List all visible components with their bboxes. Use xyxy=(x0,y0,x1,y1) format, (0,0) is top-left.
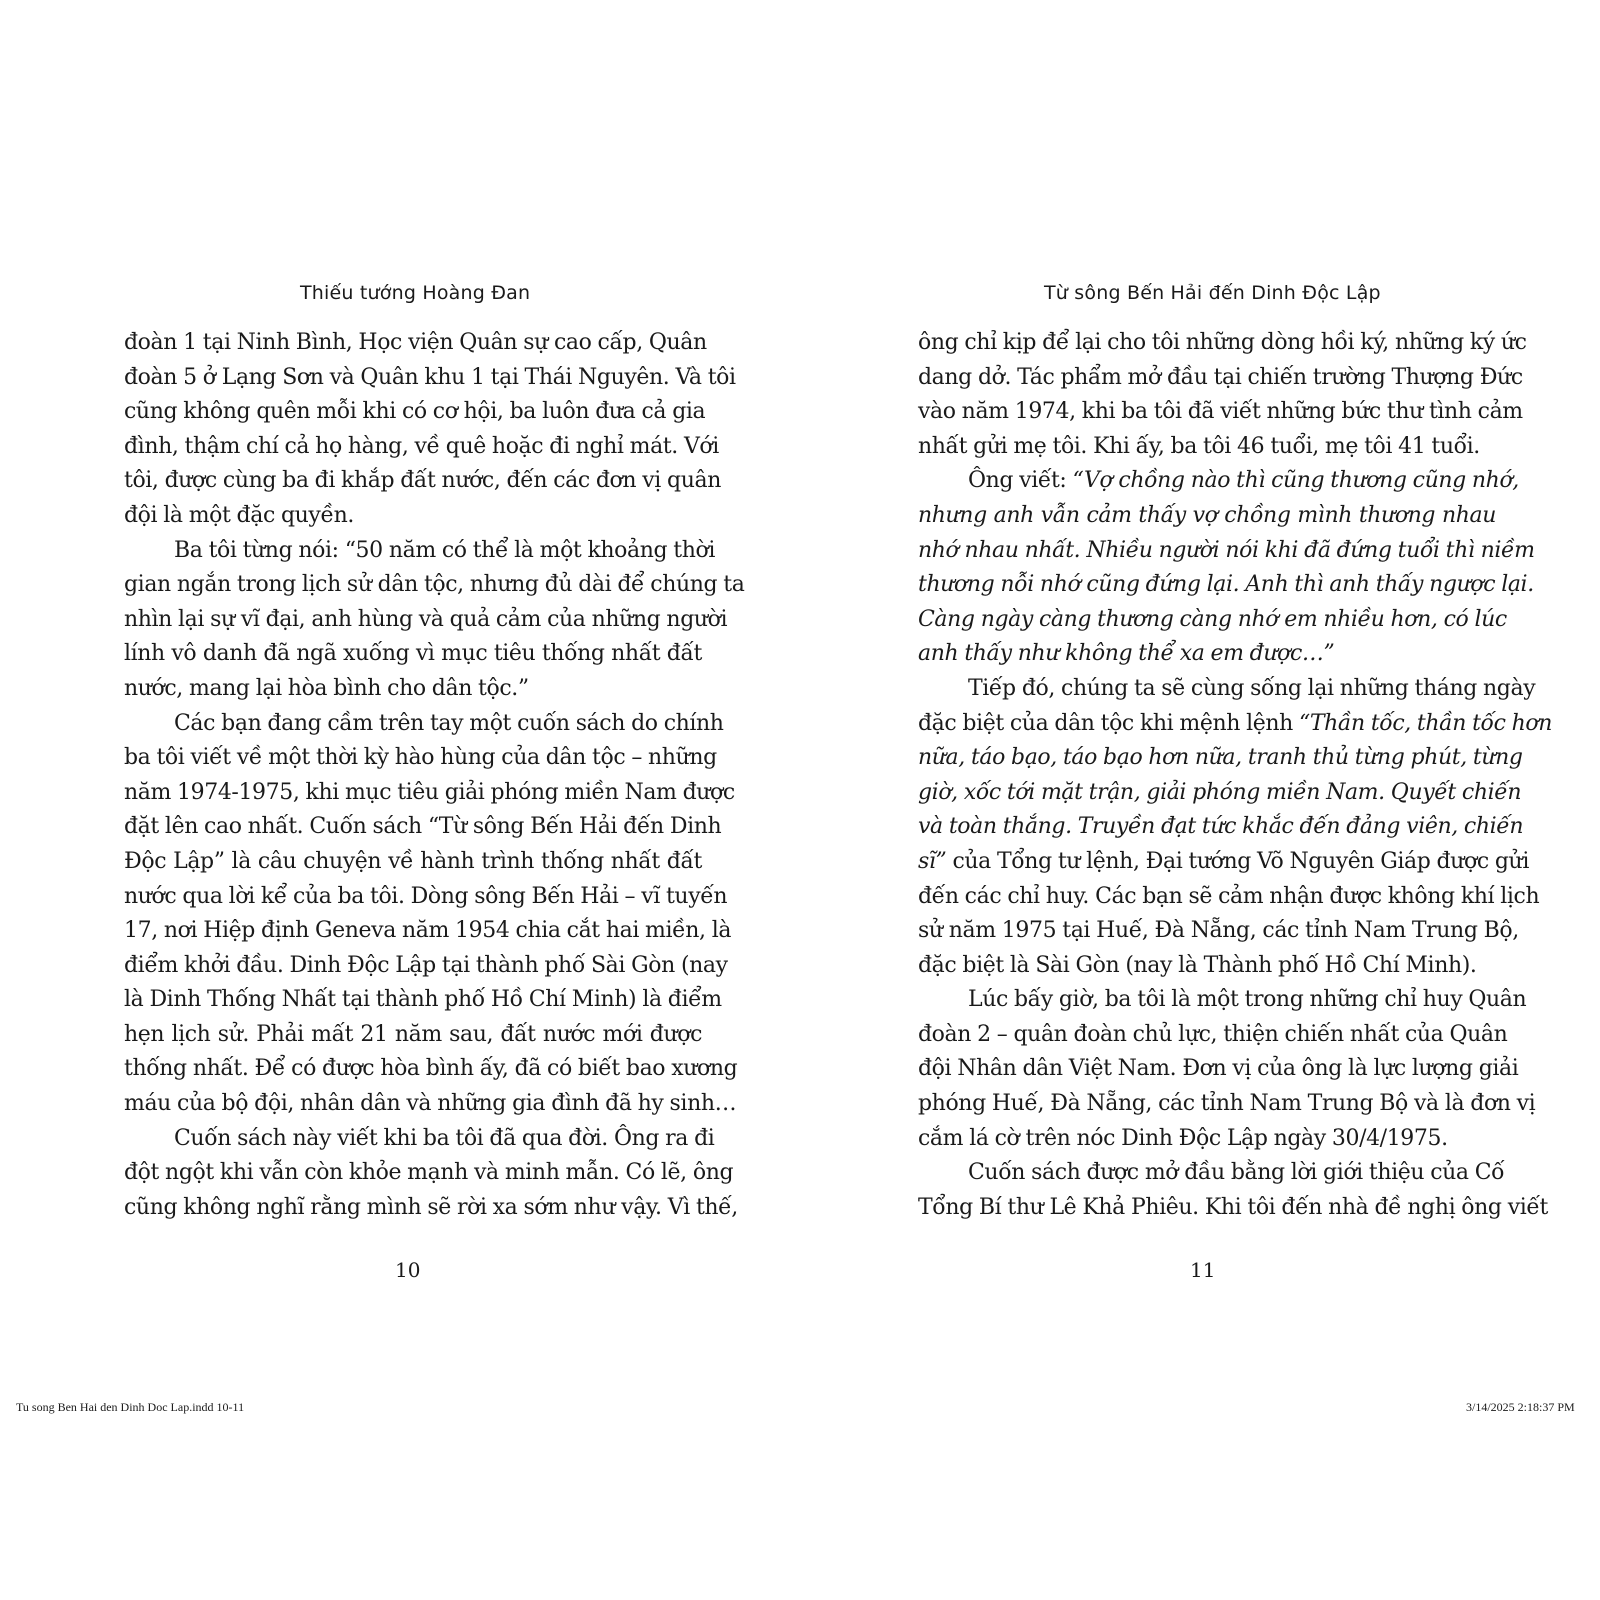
text-run: Cuốn sách này viết khi ba tôi đã qua đời. Ông ra đi xyxy=(174,1125,715,1151)
text-line xyxy=(918,776,1522,811)
text-run: đoàn 1 tại Ninh Bình, Học viện Quân sự cao cấp, Quân xyxy=(124,330,707,355)
text-run: tôi, được cùng ba đi khắp đất nước, đến các đơn vị quân xyxy=(124,468,721,494)
text-line xyxy=(918,914,1519,949)
text-run: nước, mang lại hòa bình cho dân tộc.” xyxy=(124,675,529,701)
text-line xyxy=(918,983,1527,1018)
text-run: Ba tôi từng nói: “50 năm có thể là một khoảng thời xyxy=(174,537,715,563)
text-run: đoàn 5 ở Lạng Sơn và Quân khu 1 tại Thái Nguyên. Và tôi xyxy=(124,364,736,390)
text-run: Tổng Bí thư Lê Khả Phiêu. Khi tôi đến nhà đề nghị ông viết xyxy=(918,1194,1548,1220)
text-line xyxy=(918,1156,1505,1191)
text-run: ông chỉ kịp để lại cho tôi những dòng hồi ký, những ký ức xyxy=(918,330,1527,355)
text-line xyxy=(918,672,1536,707)
text-run: lính vô danh đã ngã xuống vì mục tiêu thống nhất đất xyxy=(124,641,702,667)
text-run: cũng không quên mỗi khi có cơ hội, ba luôn đưa cả gia xyxy=(124,399,706,425)
italic-text: sĩ” xyxy=(918,848,947,874)
text-line xyxy=(918,637,1496,672)
text-run: của Tổng tư lệnh, Đại tướng Võ Nguyên Giáp được gửi xyxy=(946,848,1529,874)
text-run: nhìn lại sự vĩ đại, anh hùng và quả cảm của những người xyxy=(124,606,728,632)
text-line xyxy=(918,326,1527,361)
text-line xyxy=(124,1018,702,1053)
text-line xyxy=(918,603,1507,638)
text-line xyxy=(124,983,722,1018)
italic-text: nữa, táo bạo, táo bạo hơn nữa, tranh thủ từng phút, từng xyxy=(918,745,1523,771)
text-line xyxy=(124,1052,738,1087)
text-line xyxy=(124,949,728,984)
text-run: gian ngắn trong lịch sử dân tộc, nhưng đủ dài để chúng ta xyxy=(124,572,745,598)
text-line xyxy=(124,1087,737,1122)
text-line xyxy=(124,1122,715,1157)
text-line xyxy=(124,430,719,465)
text-run: đặc biệt của dân tộc khi mệnh lệnh xyxy=(918,710,1299,736)
text-line xyxy=(124,776,735,811)
italic-text: và toàn thắng. Truyền đạt tức khắc đến đảng viên, chiến xyxy=(918,814,1524,840)
italic-text: Càng ngày càng thương càng nhớ em nhiều hơn, có lúc xyxy=(918,606,1507,632)
text-line xyxy=(918,430,1496,465)
text-line xyxy=(918,1087,1536,1122)
text-line xyxy=(124,741,717,776)
text-line xyxy=(918,534,1535,569)
text-line xyxy=(124,464,721,499)
left-body-text xyxy=(124,326,745,1225)
text-run: nước qua lời kể của ba tôi. Dòng sông Bến Hải – vĩ tuyến xyxy=(124,883,728,909)
right-page-number: 11 xyxy=(1190,1258,1216,1282)
text-line xyxy=(918,880,1540,915)
italic-text: giờ, xốc tới mặt trận, giải phóng miền Nam. Quyết chiến xyxy=(918,779,1522,805)
slug-timestamp: 3/14/2025 2:18:37 PM xyxy=(1466,1400,1575,1414)
text-run: sử năm 1975 tại Huế, Đà Nẵng, các tỉnh Nam Trung Bộ, xyxy=(918,918,1519,944)
text-run: đột ngột khi vẫn còn khỏe mạnh và minh mẫn. Có lẽ, ông xyxy=(124,1160,734,1186)
text-run: 17, nơi Hiệp định Geneva năm 1954 chia cắt hai miền, là xyxy=(124,918,732,944)
text-run: phóng Huế, Đà Nẵng, các tỉnh Nam Trung Bộ và là đơn vị xyxy=(918,1091,1536,1117)
right-body-text xyxy=(918,326,1552,1225)
text-run: Ông viết: xyxy=(968,468,1073,494)
text-line xyxy=(918,395,1523,430)
text-line xyxy=(124,326,707,361)
text-run: là Dinh Thống Nhất tại thành phố Hồ Chí Minh) là điểm xyxy=(124,987,722,1013)
text-line xyxy=(918,361,1523,396)
text-line xyxy=(124,880,728,915)
text-run: nhất gửi mẹ tôi. Khi ấy, ba tôi 46 tuổi, mẹ tôi 41 tuổi. xyxy=(918,433,1480,459)
text-line xyxy=(124,603,728,638)
italic-text: nhưng anh vẫn cảm thấy vợ chồng mình thương nhau xyxy=(918,502,1496,528)
text-line xyxy=(918,707,1552,742)
slug-file-name: Tu song Ben Hai den Dinh Doc Lap.indd 10-11 xyxy=(16,1400,245,1414)
text-run: hẹn lịch sử. Phải mất 21 năm sau, đất nước mới được xyxy=(124,1021,702,1047)
text-run: đội Nhân dân Việt Nam. Đơn vị của ông là lực lượng giải xyxy=(918,1056,1519,1082)
text-run: cắm lá cờ trên nóc Dinh Độc Lập ngày 30/4/1975. xyxy=(918,1125,1448,1151)
text-run: Cuốn sách được mở đầu bằng lời giới thiệu của Cố xyxy=(968,1160,1505,1186)
text-line xyxy=(124,395,706,430)
text-run: Độc Lập” là câu chuyện về hành trình thống nhất đất xyxy=(124,848,702,874)
italic-text: anh thấy như không thể xa em được…” xyxy=(918,641,1335,667)
text-run: Các bạn đang cầm trên tay một cuốn sách do chính xyxy=(174,710,724,736)
text-line xyxy=(918,741,1523,776)
text-run: vào năm 1974, khi ba tôi đã viết những bức thư tình cảm xyxy=(918,399,1523,425)
text-line xyxy=(918,464,1519,499)
text-run: đặc biệt là Sài Gòn (nay là Thành phố Hồ Chí Minh). xyxy=(918,952,1477,978)
text-run: dang dở. Tác phẩm mở đầu tại chiến trường Thượng Đức xyxy=(918,364,1523,390)
text-run: đội là một đặc quyền. xyxy=(124,502,354,528)
text-run: máu của bộ đội, nhân dân và những gia đình đã hy sinh… xyxy=(124,1091,737,1117)
text-line xyxy=(918,499,1496,534)
text-line xyxy=(918,949,1496,984)
text-run: đến các chỉ huy. Các bạn sẽ cảm nhận được không khí lịch xyxy=(918,883,1540,909)
text-line xyxy=(124,1191,738,1226)
text-line xyxy=(918,1191,1548,1226)
text-line xyxy=(124,568,745,603)
text-run: năm 1974-1975, khi mục tiêu giải phóng miền Nam được xyxy=(124,779,735,805)
text-line xyxy=(918,845,1529,880)
italic-text: thương nỗi nhớ cũng đứng lại. Anh thì anh thấy ngược lại. xyxy=(918,572,1534,598)
text-run: đoàn 2 – quân đoàn chủ lực, thiện chiến nhất của Quân xyxy=(918,1021,1508,1047)
text-run: ba tôi viết về một thời kỳ hào hùng của dân tộc – những xyxy=(124,745,717,771)
text-run: đặt lên cao nhất. Cuốn sách “Từ sông Bến Hải đến Dinh xyxy=(124,814,722,840)
text-line xyxy=(918,1018,1508,1053)
left-running-head: Thiếu tướng Hoàng Đan xyxy=(300,282,531,304)
text-line xyxy=(918,810,1524,845)
text-line xyxy=(918,1122,1496,1157)
right-running-head: Từ sông Bến Hải đến Dinh Độc Lập xyxy=(1044,282,1381,304)
left-page-number: 10 xyxy=(395,1258,421,1282)
text-line xyxy=(124,499,702,534)
text-line xyxy=(918,1052,1519,1087)
text-line xyxy=(124,637,702,672)
text-line xyxy=(124,361,736,396)
text-run: thống nhất. Để có được hòa bình ấy, đã có biết bao xương xyxy=(124,1056,738,1082)
text-line xyxy=(124,845,702,880)
italic-text: “Vợ chồng nào thì cũng thương cũng nhớ, xyxy=(1072,468,1519,494)
text-line xyxy=(124,914,732,949)
text-run: Tiếp đó, chúng ta sẽ cùng sống lại những tháng ngày xyxy=(968,675,1536,701)
text-line xyxy=(918,568,1534,603)
text-run: điểm khởi đầu. Dinh Độc Lập tại thành phố Sài Gòn (nay xyxy=(124,952,728,978)
text-line xyxy=(124,672,702,707)
text-line xyxy=(124,1156,734,1191)
italic-text: nhớ nhau nhất. Nhiều người nói khi đã đứng tuổi thì niềm xyxy=(918,537,1535,563)
text-run: Lúc bấy giờ, ba tôi là một trong những chỉ huy Quân xyxy=(968,987,1527,1013)
text-line xyxy=(124,810,722,845)
right-page xyxy=(800,0,1600,1600)
text-run: đình, thậm chí cả họ hàng, về quê hoặc đi nghỉ mát. Với xyxy=(124,433,719,459)
italic-text: “Thần tốc, thần tốc hơn xyxy=(1298,710,1552,736)
text-line xyxy=(124,707,724,742)
text-line xyxy=(124,534,715,569)
text-run: cũng không nghĩ rằng mình sẽ rời xa sớm như vậy. Vì thế, xyxy=(124,1194,738,1220)
